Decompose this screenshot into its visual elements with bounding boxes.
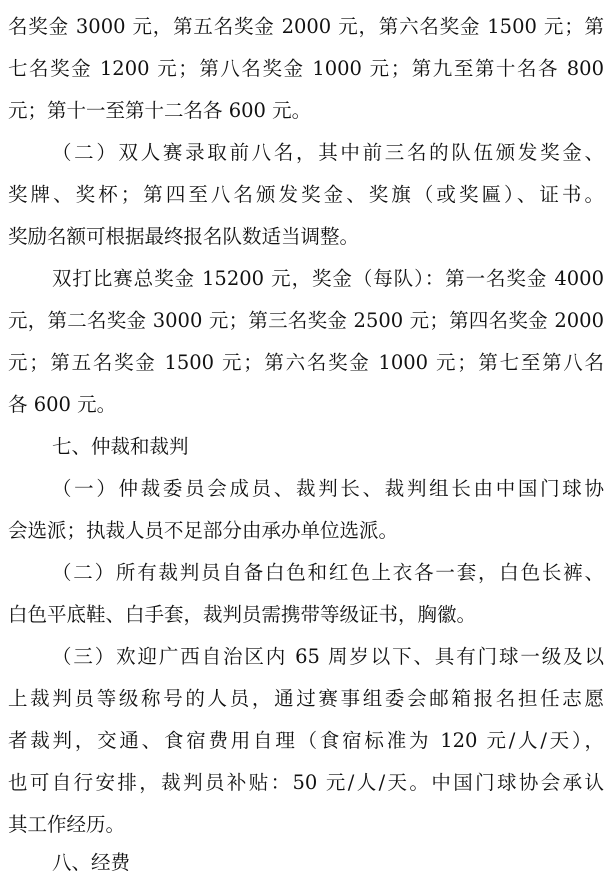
text-line-2: 七名奖金 1200 元；第八名奖金 1000 元；第九至第十名各 800 — [8, 57, 604, 80]
text-line-19: 也可自行安排，裁判员补贴：50 元/人/天。中国门球协会承认 — [8, 771, 604, 794]
text-line-17: 上裁判员等级称号的人员，通过赛事组委会邮箱报名担任志愿 — [8, 687, 604, 710]
text-line-9: 元；第五名奖金 1500 元；第六名奖金 1000 元；第七至第八名 — [8, 351, 604, 374]
text-line-7: 双打比赛总奖金 15200 元，奖金（每队）：第一名奖金 4000 — [52, 267, 604, 290]
text-line-15: 白色平底鞋、白手套，裁判员需携带等级证书，胸徽。 — [8, 603, 477, 626]
section-heading-funding: 八、经费 — [52, 851, 131, 874]
text-line-14: （二）所有裁判员自备白色和红色上衣各一套，白色长裤、 — [52, 561, 604, 584]
text-line-18: 者裁判，交通、食宿费用自理（食宿标准为 120 元/人/天）， — [8, 729, 604, 752]
text-line-6: 奖励名额可根据最终报名队数适当调整。 — [8, 225, 360, 248]
text-line-8: 元，第二名奖金 3000 元；第三名奖金 2500 元；第四名奖金 2000 — [8, 309, 604, 332]
text-line-3: 元；第十一至第十二名各 600 元。 — [8, 99, 312, 122]
text-line-13: 会选派；执裁人员不足部分由承办单位选派。 — [8, 519, 399, 542]
text-line-16: （三）欢迎广西自治区内 65 周岁以下、具有门球一级及以 — [52, 645, 604, 668]
text-line-1: 名奖金 3000 元，第五名奖金 2000 元，第六名奖金 1500 元；第 — [8, 15, 604, 38]
text-line-5: 奖牌、奖杯；第四至八名颁发奖金、奖旗（或奖匾）、证书。 — [8, 183, 604, 206]
text-line-10: 各 600 元。 — [8, 393, 117, 416]
text-line-20: 其工作经历。 — [8, 813, 126, 836]
text-line-4: （二）双人赛录取前八名，其中前三名的队伍颁发奖金、 — [52, 141, 604, 164]
text-line-12: （一）仲裁委员会成员、裁判长、裁判组长由中国门球协 — [52, 477, 604, 500]
section-heading-arbitration: 七、仲裁和裁判 — [52, 435, 189, 458]
